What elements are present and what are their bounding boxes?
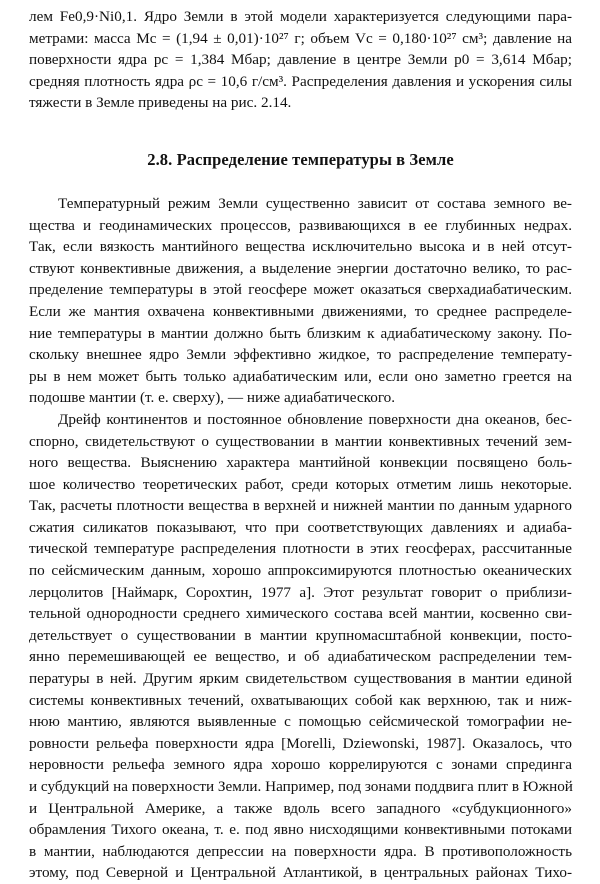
text-line: поверхности ядра pc = 1,384 Мбар; давление в центре Земли p0 = 3,614 Мбар; — [29, 51, 572, 69]
section-heading: 2.8. Распределение температуры в Земле — [147, 149, 454, 169]
text-line: пределение температуры в этой геосфере может оказаться сверхадиабатическим. — [29, 281, 572, 299]
text-line: этому, под Северной и Центральной Атлантикой, в центральных районах Тихо- — [29, 864, 572, 882]
text-line: тяжести в Земле приведены на рис. 2.14. — [29, 94, 292, 112]
text-line: в мантии, наблюдаются депрессии на поверхности ядра. В противоположность — [29, 842, 572, 860]
text-line: неровности рельефа земного ядра хорошо коррелируются с зонами спрединга — [29, 756, 572, 774]
paragraph-mantle-convection — [29, 409, 572, 884]
text-line: детельствует о существовании в мантии крупномасштабной конвекции, посто- — [29, 626, 572, 644]
text-line: ровности рельефа поверхности ядра [Morelli, Dziewonski, 1987]. Оказалось, что — [29, 734, 572, 752]
text-line: скольку внешнее ядро Земли эффективно жидкое, то распределение температу- — [29, 346, 572, 364]
text-line: тельной однородности среднего химического состава всей мантии, косвенно сви- — [29, 605, 572, 623]
text-line: обрамления Тихого океана, т. е. под явно нисходящими конвективными потоками — [29, 821, 572, 839]
text-line: Дрейф континентов и постоянное обновление поверхности дна океанов, бес- — [58, 410, 572, 428]
intro-paragraph — [29, 6, 572, 114]
text-line: Температурный режим Земли существенно зависит от состава земного ве- — [58, 194, 572, 212]
text-line: средняя плотность ядра ρc = 10,6 г/см³. Распределения давления и ускорения силы — [29, 72, 572, 90]
text-line: тической температуре распределения плотности в этих геосферах, рассчитанные — [29, 540, 572, 558]
text-line: пературы в ней. Другим ярким свидетельством существования в мантии единой — [29, 670, 572, 688]
text-line: сжатия силикатов показывают, что при соответствующих давлениях и адиаба- — [29, 518, 572, 536]
text-line: лем Fe0,9·Ni0,1. Ядро Земли в этой модели характеризуется следующими пара- — [29, 8, 572, 25]
text-line: лерцолитов [Наймарк, Сорохтин, 1977 а]. Этот результат говорит о приблизи- — [29, 583, 572, 601]
text-line: и субдукций на поверхности Земли. Например, под зонами поддвига плит в Южной — [29, 778, 573, 795]
text-line: щества и геодинамических процессов, развивающихся в ее глубинных недрах. — [29, 216, 572, 234]
text-line: Если же мантия охвачена конвективными движениями, то среднее распределе- — [29, 302, 572, 320]
text-line: Так, если вязкость мантийного вещества исключительно высока и в ней отсут- — [29, 238, 572, 256]
text-line: и Центральной Америке, а также вдоль всего западного «субдукционного» — [29, 799, 572, 817]
text-line: подошве мантии (т. е. сверху), — ниже адиабатического. — [29, 389, 396, 407]
text-line: метрами: масса Mc = (1,94 ± 0,01)·10²⁷ г; объем Vc = 0,180·10²⁷ см³; давление на — [29, 29, 572, 47]
text-line: шое количество теоретических работ, среди которых отметим лишь некоторые. — [29, 475, 572, 493]
text-line: ры в нем может быть только адиабатическим или, если оно заметно греется на — [29, 367, 572, 385]
text-line: ного вещества. Выяснению характера мантийной конвекции посвящено боль- — [29, 454, 572, 472]
text-line: ние температуры в мантии должно быть близким к адиабатическому закону. По- — [29, 324, 572, 342]
text-line: нюю мантию, являются выявленные с помощью сейсмической томографии не- — [29, 713, 572, 731]
text-line: спорно, свидетельствуют о существовании в мантии конвективных течений зем- — [29, 432, 572, 450]
text-line: Так, расчеты плотности вещества в верхней и нижней мантии по данным ударного — [29, 497, 572, 515]
paragraph-temperature-regime — [29, 193, 572, 409]
text-line: ствуют конвективные движения, а выделение энергии достаточно велико, то рас- — [29, 259, 572, 277]
text-line: янно перемешивающей ее вещество, и об адиабатическом распределении тем- — [29, 648, 572, 666]
text-line: системы конвективных течений, охватывающих собой как верхнюю, так и ниж- — [29, 691, 572, 709]
text-line: по сейсмическим данным, хорошо аппроксимируются плотностью океанических — [29, 562, 572, 580]
